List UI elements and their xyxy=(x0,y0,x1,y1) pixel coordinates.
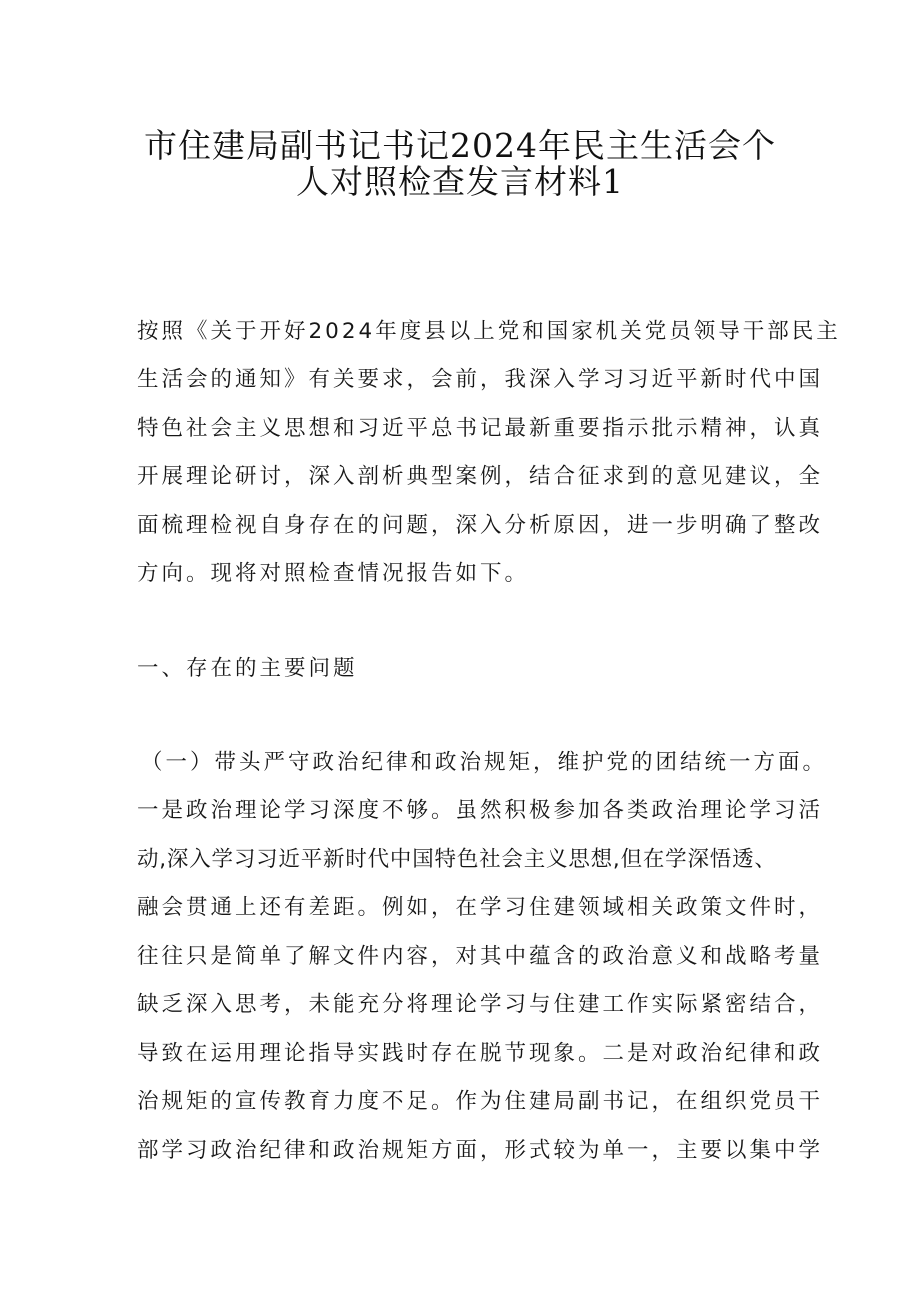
intro-paragraph-line: 面梳理检视自身存在的问题，深入分析原因，进一步明确了整改 xyxy=(137,513,824,538)
intro-paragraph-line: 按照《关于开好2024年度县以上党和国家机关党员领导干部民主 xyxy=(137,319,841,344)
body-paragraph-line: 动,深入学习习近平新时代中国特色社会主义思想,但在学深悟透、 xyxy=(137,847,777,872)
intro-paragraph-line: 生活会的通知》有关要求，会前，我深入学习习近平新时代中国 xyxy=(137,367,824,392)
body-paragraph-line: 一是政治理论学习深度不够。虽然积极参加各类政治理论学习活 xyxy=(137,798,824,823)
document-title-line-1: 市住建局副书记书记2024年民主生活会个 xyxy=(144,126,776,165)
document-title-line-2: 人对照检查发言材料1 xyxy=(296,162,624,201)
body-paragraph-line: 部学习政治纪律和政治规矩方面，形式较为单一，主要以集中学 xyxy=(137,1138,824,1163)
body-paragraph-line: 往往只是简单了解文件内容，对其中蕴含的政治意义和战略考量 xyxy=(137,944,824,969)
body-paragraph-line: 融会贯通上还有差距。例如，在学习住建领域相关政策文件时， xyxy=(137,895,824,920)
section-heading: 一、存在的主要问题 xyxy=(137,656,358,681)
intro-paragraph-line: 方向。现将对照检查情况报告如下。 xyxy=(137,561,530,586)
body-paragraph-line: （一）带头严守政治纪律和政治规矩，维护党的团结统一方面。 xyxy=(141,750,828,775)
body-paragraph-line: 缺乏深入思考，未能充分将理论学习与住建工作实际紧密结合， xyxy=(137,992,824,1017)
body-paragraph-line: 治规矩的宣传教育力度不足。作为住建局副书记，在组织党员干 xyxy=(137,1089,824,1114)
intro-paragraph-line: 开展理论研讨，深入剖析典型案例，结合征求到的意见建议，全 xyxy=(137,464,824,489)
intro-paragraph-line: 特色社会主义思想和习近平总书记最新重要指示批示精神，认真 xyxy=(137,416,824,441)
body-paragraph-line: 导致在运用理论指导实践时存在脱节现象。二是对政治纪律和政 xyxy=(137,1041,824,1066)
